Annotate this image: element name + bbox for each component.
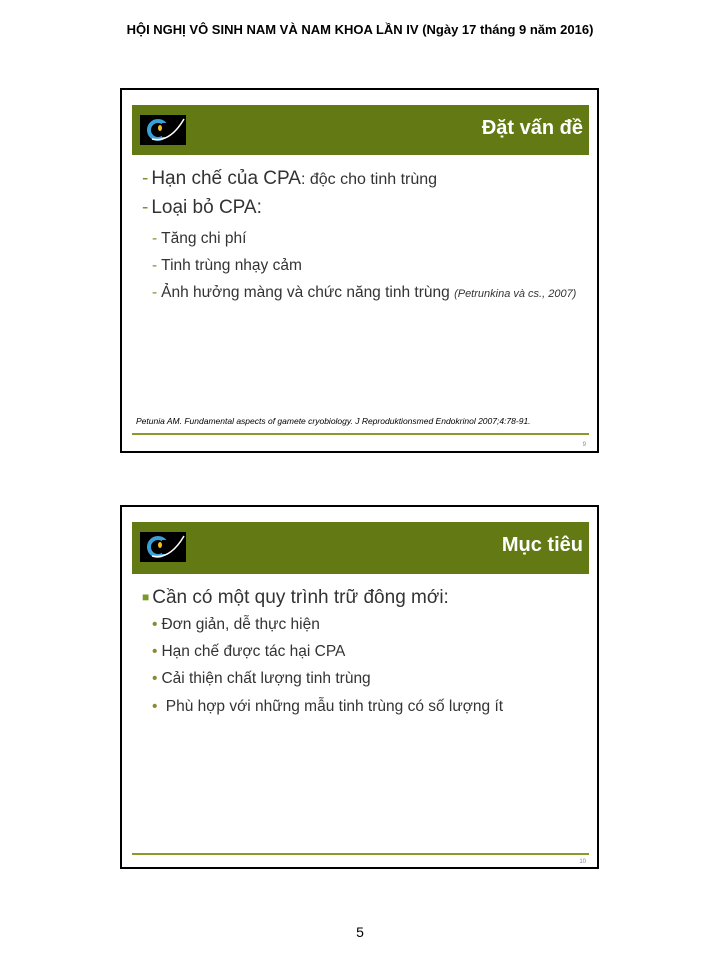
logo-icon: [140, 115, 186, 145]
slide-banner: [132, 105, 589, 155]
slide-title: Đặt vấn đề: [481, 117, 583, 139]
sub-item-text: Ảnh hưởng màng và chức năng tinh trùng: [161, 284, 450, 301]
sub-item-text: Tinh trùng nhạy cảm: [161, 257, 302, 274]
item-text: Loại bỏ CPA:: [151, 197, 262, 218]
sub-bullet-item: - Tăng chi phí: [152, 230, 247, 247]
item-text: Cần có một quy trình trữ đông mới:: [152, 587, 449, 608]
footnote: Petunia AM. Fundamental aspects of gamete cryobiology. J Reproduktionsmed Endokrinol 2007;4:78-91.: [136, 416, 531, 426]
sub-item-text: Phù hợp với những mẫu tinh trùng có số lượng ít: [165, 698, 504, 715]
sub-bullet-item: • Cải thiện chất lượng tinh trùng: [152, 670, 371, 687]
bullet-item: - Hạn chế của CPA: độc cho tinh trùng: [142, 168, 438, 189]
sub-bullet-item: - Tinh trùng nhạy cảm: [152, 257, 302, 274]
page-header: HỘI NGHỊ VÔ SINH NAM VÀ NAM KHOA LẦN IV (Ngày 17 tháng 9 năm 2016): [126, 22, 594, 37]
divider: [132, 853, 589, 855]
sub-item-text: Hạn chế được tác hại CPA: [161, 643, 346, 660]
sub-bullet-item: • Hạn chế được tác hại CPA: [152, 643, 346, 660]
square-bullet-icon: ■: [142, 590, 150, 604]
bullet-item: - Loại bỏ CPA:: [142, 197, 262, 218]
slide-banner: [132, 522, 589, 574]
logo-icon: [140, 532, 186, 562]
item-text: Hạn chế của CPA: [151, 168, 301, 189]
divider: [132, 433, 589, 435]
slide-number: 9: [582, 442, 586, 448]
slide-number: 10: [579, 859, 586, 865]
item-text-rest: : độc cho tinh trùng: [300, 171, 438, 188]
citation: (Petrunkina và cs., 2007): [454, 288, 577, 300]
slide-title: Mục tiêu: [501, 534, 583, 556]
sub-item-text: Tăng chi phí: [161, 230, 247, 247]
slide-1: [120, 88, 599, 453]
sub-item-text: Cải thiện chất lượng tinh trùng: [161, 670, 371, 687]
sub-item-text: Đơn giản, dễ thực hiện: [161, 616, 320, 633]
sub-bullet-item: • Phù hợp với những mẫu tinh trùng có số lượng ít: [152, 698, 504, 715]
sub-bullet-item: - Ảnh hưởng màng và chức năng tinh trùng (Petrunkina và cs., 2007): [152, 284, 577, 301]
page-number: 5: [356, 924, 364, 940]
bullet-item: [142, 587, 449, 609]
slide-2: [120, 505, 599, 869]
sub-bullet-item: • Đơn giản, dễ thực hiện: [152, 616, 320, 633]
